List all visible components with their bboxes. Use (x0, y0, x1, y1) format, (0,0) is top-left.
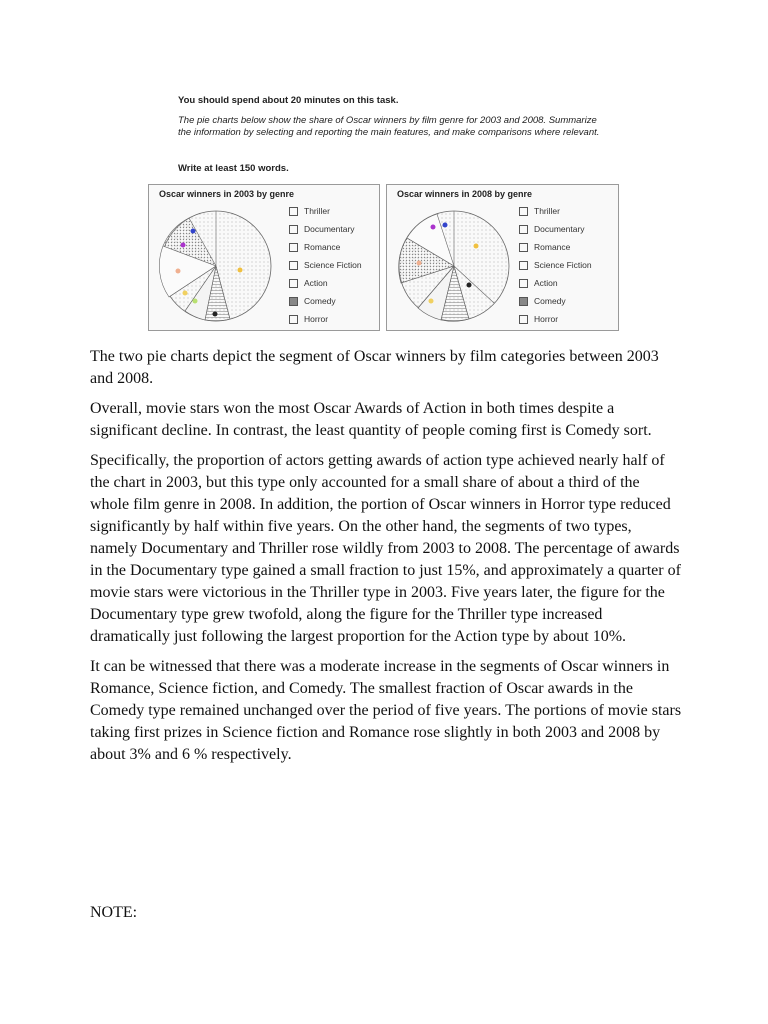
legend-2003 (289, 202, 362, 328)
legend-label: Romance (304, 242, 341, 252)
legend-swatch (519, 207, 528, 216)
legend-label: Thriller (304, 206, 330, 216)
legend-label: Documentary (534, 224, 585, 234)
legend-label: Romance (534, 242, 571, 252)
marker-dot (417, 261, 422, 266)
legend-item-romance (289, 238, 362, 256)
legend-swatch (519, 297, 528, 306)
essay-introduction: The two pie charts depict the segment of Oscar winners by film categories between 2003 and 2008. (90, 348, 659, 387)
legend-item-thriller (289, 202, 362, 220)
legend-label: Comedy (534, 296, 566, 306)
pie-chart-2003 (155, 205, 277, 327)
essay-body (90, 346, 682, 774)
legend-item-documentary (519, 220, 592, 238)
legend-item-science-fiction (519, 256, 592, 274)
legend-swatch (519, 315, 528, 324)
legend-item-science-fiction (289, 256, 362, 274)
legend-swatch (289, 243, 298, 252)
legend-label: Comedy (304, 296, 336, 306)
marker-dot (467, 283, 472, 288)
marker-dot (443, 223, 448, 228)
legend-label: Documentary (304, 224, 355, 234)
marker-dot (431, 225, 436, 230)
essay-overview: Overall, movie stars won the most Oscar Awards of Action in both times despite a significant decline. In contrast, the least quantity of people coming first is Comedy sort. (90, 400, 652, 439)
legend-label: Science Fiction (304, 260, 362, 270)
legend-swatch (519, 261, 528, 270)
marker-dot (213, 312, 218, 317)
task-time-instruction: You should spend about 20 minutes on this task. (178, 95, 399, 106)
legend-swatch (519, 279, 528, 288)
marker-dot (183, 291, 188, 296)
legend-label: Science Fiction (534, 260, 592, 270)
legend-item-horror (519, 310, 592, 328)
legend-label: Thriller (534, 206, 560, 216)
chart-panel-2008 (386, 184, 619, 331)
legend-swatch (289, 225, 298, 234)
chart-panel-2003 (148, 184, 380, 331)
legend-swatch (289, 279, 298, 288)
marker-dot (181, 243, 186, 248)
marker-dot (429, 299, 434, 304)
legend-swatch (289, 261, 298, 270)
legend-item-comedy (519, 292, 592, 310)
essay-comparison-paragraph: It can be witnessed that there was a moderate increase in the segments of Oscar winners in Romance, Science fiction, and Comedy. The smallest fraction of Oscar awards in the Comedy type remained unchanged over the period of five years. The portions of movie stars taking first prizes in Science fiction and Romance rose slightly in both 2003 and 2008 by about 3% and 6 % respectively. (90, 658, 682, 763)
legend-swatch (519, 243, 528, 252)
legend-item-romance (519, 238, 592, 256)
legend-label: Action (534, 278, 558, 288)
legend-item-horror (289, 310, 362, 328)
task-box (145, 86, 615, 336)
marker-dot (191, 229, 196, 234)
marker-dot (176, 269, 181, 274)
essay-details-paragraph: Specifically, the proportion of actors getting awards of action type achieved nearly half of the chart in 2003, but this type only accounted for a small share of about a third of the whole film genre in 2008. In addition, the portion of Oscar winners in Horror type reduced significantly by half within five years. On the other hand, the segments of two types, namely Documentary and Thriller rose wildly from 2003 to 2008. The percentage of awards in the Documentary type gained a small fraction to just 15%, and approximately a quarter of movie stars were victorious in the Thriller type in 2003. Five years later, the figure for the Documentary type grew twofold, along the figure for the Thriller type increased dramatically just following the largest proportion for the Action type by about 10%. (90, 452, 681, 645)
legend-label: Action (304, 278, 328, 288)
chart-title-2008: Oscar winners in 2008 by genre (397, 189, 533, 199)
marker-dot (238, 268, 243, 273)
legend-label: Horror (534, 314, 559, 324)
pie-chart-2008 (393, 205, 515, 327)
task-description: The pie charts below show the share of Oscar winners by film genre for 2003 and 2008. Summarize the information by selecting and reporting the main features, and make comparisons where relevant. (178, 115, 600, 138)
legend-2008 (519, 202, 592, 328)
note-label: NOTE: (90, 904, 138, 921)
legend-swatch (289, 297, 298, 306)
legend-label: Horror (304, 314, 329, 324)
legend-swatch (519, 225, 528, 234)
legend-swatch (289, 315, 298, 324)
legend-item-comedy (289, 292, 362, 310)
legend-item-action (289, 274, 362, 292)
task-word-requirement: Write at least 150 words. (178, 163, 289, 174)
marker-dot (474, 244, 479, 249)
legend-item-action (519, 274, 592, 292)
legend-item-thriller (519, 202, 592, 220)
legend-item-documentary (289, 220, 362, 238)
legend-swatch (289, 207, 298, 216)
marker-dot (193, 299, 198, 304)
chart-title-2003: Oscar winners in 2003 by genre (159, 189, 295, 199)
